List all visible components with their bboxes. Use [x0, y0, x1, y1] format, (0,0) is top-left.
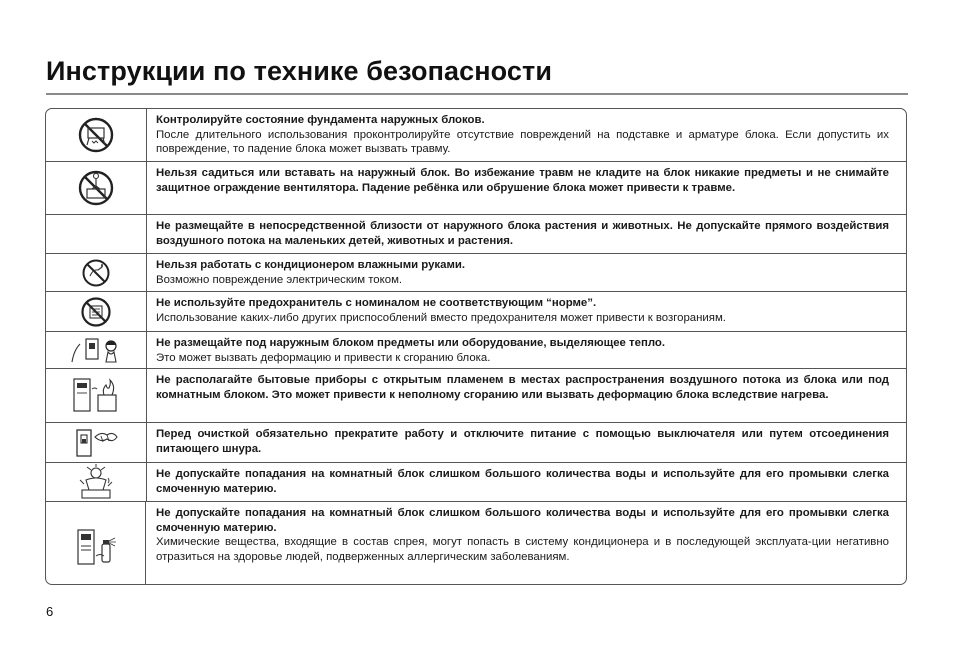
table-row — [46, 254, 906, 292]
row-6-text: Это может вызвать деформацию и привести к сгоранию блока. — [156, 351, 491, 364]
table-row — [46, 292, 906, 332]
no-water-on-indoor-unit-icon — [46, 463, 147, 501]
row-7-heading: Не располагайте бытовые приборы с открытым пламенем в местах распространения воздушного потока из блока или под комнатным блоком. Это может привести к неполному сгоранию или вызвать деформацию блока вследствие нагрева. — [156, 374, 889, 401]
row-5-heading: Не используйте предохранитель с номиналом не соответствующим “норме”. — [156, 297, 597, 309]
page-number: 6 — [46, 604, 54, 619]
no-spray-chemicals-icon — [46, 502, 146, 585]
heat-source-under-unit-icon — [46, 332, 147, 368]
no-standing-on-unit-icon — [46, 162, 147, 214]
table-row — [46, 162, 906, 215]
table-row — [46, 215, 906, 254]
table-row — [46, 369, 906, 423]
row-6-heading: Не размещайте под наружным блоком предметы или оборудование, выделяющее тепло. — [156, 337, 666, 349]
row-4-text: Возможно повреждение электрическим током. — [156, 273, 403, 286]
row-1-text: После длительного использования проконтролируйте отсутствие повреждений на подставке и арматуре блока. Если допустить их повреждение, то падение блока может вызвать травму. — [156, 128, 889, 156]
switch-off-before-cleaning-icon — [46, 423, 147, 462]
table-row — [46, 463, 906, 502]
no-wet-hands-icon — [46, 254, 147, 291]
damaged-base-prohibited-icon — [46, 109, 147, 161]
row-8-heading: Перед очисткой обязательно прекратите работу и отключите питание с помощью выключателя или путем отсоединения питающего шнура. — [156, 428, 889, 455]
table-row — [46, 502, 906, 585]
table-row — [46, 423, 906, 463]
open-flame-appliance-icon — [46, 369, 147, 422]
empty-icon-cell — [46, 215, 147, 253]
table-row — [46, 109, 906, 162]
row-5-text: Использование каких-либо других приспособлений вместо предохранителя может привести к возгораниям. — [156, 311, 726, 324]
row-1-heading: Контролируйте состояние фундамента наружных блоков. — [156, 114, 485, 126]
safety-table — [45, 108, 907, 585]
row-10-heading: Не допускайте попадания на комнатный блок слишком большого количества воды и используйте для его промывки слегка смоченную материю. — [156, 507, 889, 534]
row-2-heading: Нельзя садиться или вставать на наружный блок. Во избежание травм не кладите на блок никакие предметы и не снимайте защитное ограждение вентилятора. Падение ребёнка или обрушение блока может привести к травме. — [156, 167, 889, 194]
wrong-fuse-prohibited-icon — [46, 292, 147, 331]
title-divider — [46, 93, 908, 95]
page-title: Инструкции по технике безопасности — [46, 56, 553, 86]
row-4-heading: Нельзя работать с кондиционером влажными руками. — [156, 259, 466, 271]
row-3-heading: Не размещайте в непосредственной близости от наружного блока растения и животных. Не допускайте прямого воздействия воздушного потока на маленьких детей, животных и растения. — [156, 220, 889, 247]
row-10-text: Химические вещества, входящие в состав спрея, могут попасть в систему кондиционера и в последующей эксплуата-ции негативно отразиться на здоровье людей, подверженных аллергическим заболеваниям. — [156, 536, 889, 563]
row-9-heading: Не допускайте попадания на комнатный блок слишком большого количества воды и используйте для его промывки слегка смоченную материю. — [156, 468, 889, 495]
table-row — [46, 332, 906, 369]
